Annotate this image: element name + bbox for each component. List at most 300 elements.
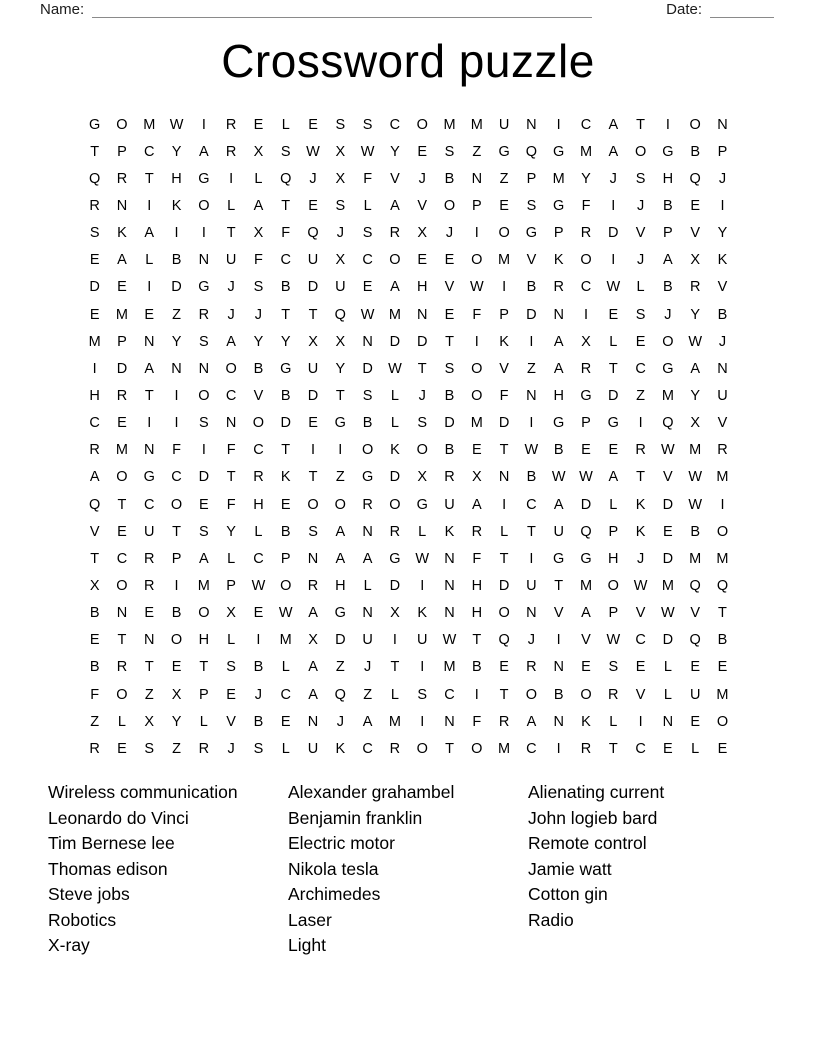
grid-cell: G [89, 116, 101, 133]
grid-cell: L [609, 496, 618, 513]
grid-cell: K [171, 197, 182, 214]
grid-cell: E [199, 496, 209, 513]
grid-cell: G [280, 360, 292, 377]
grid-cell: L [363, 577, 372, 594]
grid-cell: I [201, 225, 206, 242]
grid-cell: R [580, 360, 592, 377]
grid-cell: I [338, 442, 343, 459]
grid-cell: A [581, 605, 591, 622]
grid-cell: R [717, 442, 728, 459]
grid-cell: S [308, 523, 318, 540]
grid-cell: I [174, 225, 179, 242]
grid-cell: I [174, 415, 179, 432]
grid-cell: Q [716, 577, 729, 594]
name-label: Name: [40, 1, 85, 18]
grid-cell: V [717, 279, 728, 296]
grid-cell: X [144, 713, 155, 730]
grid-cell: O [198, 387, 210, 404]
grid-cell: Z [335, 469, 345, 486]
grid-cell: M [443, 116, 456, 133]
grid-cell: R [89, 442, 100, 459]
grid-cell: O [498, 605, 510, 622]
grid-cell: M [689, 442, 702, 459]
grid-cell: O [116, 469, 128, 486]
grid-cell: E [280, 713, 291, 730]
grid-cell: U [225, 252, 237, 269]
grid-cell: O [662, 333, 674, 350]
grid-cell: I [638, 713, 643, 730]
grid-cell: P [608, 605, 619, 622]
grid-cell: L [390, 686, 399, 703]
grid-cell: M [716, 550, 729, 567]
grid-cell: D [116, 360, 128, 377]
grid-cell: I [420, 713, 425, 730]
grid-cell: J [254, 306, 263, 323]
grid-cell: C [580, 279, 592, 296]
grid-cell: M [143, 116, 156, 133]
grid-cell: P [280, 550, 291, 567]
grid-cell: I [665, 116, 670, 133]
grid-cell: W [306, 143, 320, 160]
grid-cell: I [474, 333, 479, 350]
grid-cell: T [335, 387, 345, 404]
grid-cell: T [499, 686, 509, 703]
grid-cell: A [226, 333, 236, 350]
grid-cell: V [390, 170, 400, 187]
grid-cell: R [635, 442, 646, 459]
grid-cell: J [445, 225, 454, 242]
grid-cell: I [174, 577, 179, 594]
grid-cell: B [89, 605, 100, 622]
grid-cell: T [472, 632, 482, 649]
grid-cell: D [662, 632, 674, 649]
grid-cell: C [144, 143, 155, 160]
grid-cell: T [281, 306, 291, 323]
grid-cell: B [444, 170, 455, 187]
grid-cell: I [256, 632, 261, 649]
grid-cell: P [226, 577, 236, 594]
word-list-item: Remote control [528, 833, 647, 853]
grid-cell: M [88, 333, 101, 350]
grid-cell: R [225, 116, 237, 133]
grid-cell: J [527, 632, 536, 649]
grid-cell: T [281, 197, 291, 214]
grid-cell: J [636, 252, 645, 269]
grid-cell: D [362, 360, 373, 377]
grid-cell: X [308, 333, 318, 350]
grid-cell: I [583, 306, 588, 323]
word-list-item: Thomas edison [48, 858, 168, 879]
grid-cell: B [526, 279, 537, 296]
grid-cell: G [580, 550, 592, 567]
grid-cell: B [553, 442, 564, 459]
grid-cell: O [716, 713, 729, 730]
grid-cell: G [607, 415, 619, 432]
grid-cell: E [471, 442, 482, 459]
grid-cell: K [417, 605, 428, 622]
grid-cell: D [280, 415, 291, 432]
grid-cell: F [472, 306, 482, 323]
grid-cell: Q [334, 686, 346, 703]
grid-cell: G [416, 496, 428, 513]
grid-cell: U [307, 360, 319, 377]
grid-cell: G [553, 143, 565, 160]
grid-cell: O [634, 143, 647, 160]
grid-cell: X [335, 143, 346, 160]
grid-cell: Z [636, 387, 646, 404]
grid-cell: M [470, 415, 483, 432]
grid-cell: N [444, 550, 455, 567]
grid-cell: N [471, 170, 483, 187]
grid-cell: J [418, 387, 426, 404]
grid-cell: A [253, 197, 264, 214]
grid-cell: O [252, 415, 265, 432]
grid-cell: I [502, 279, 507, 296]
grid-cell: B [690, 143, 701, 160]
grid-cell: H [198, 632, 210, 649]
grid-cell: S [635, 306, 646, 323]
grid-cell: E [117, 415, 127, 432]
grid-cell: S [199, 415, 209, 432]
grid-cell: L [609, 713, 618, 730]
grid-cell: E [417, 143, 428, 160]
grid-cell: T [499, 442, 509, 459]
grid-cell: B [280, 387, 291, 404]
grid-cell: Y [690, 387, 701, 404]
grid-cell: N [198, 252, 210, 269]
grid-cell: X [226, 605, 236, 622]
word-search-grid [81, 111, 736, 762]
grid-cell: Z [90, 713, 100, 730]
grid-cell: A [608, 116, 619, 133]
grid-cell: I [720, 496, 725, 513]
word-list-item: Electric motor [288, 833, 395, 853]
grid-cell: Z [335, 659, 345, 676]
grid-cell: E [171, 659, 182, 676]
word-list-item: Light [288, 935, 326, 955]
grid-cell: A [608, 469, 619, 486]
grid-cell: G [334, 415, 346, 432]
grid-cell: W [688, 333, 703, 350]
grid-cell: O [498, 225, 510, 242]
grid-cell: Y [717, 225, 728, 242]
grid-cell: O [116, 116, 128, 133]
grid-cell: J [418, 170, 426, 187]
grid-cell: P [663, 225, 673, 242]
date-label: Date: [666, 1, 702, 18]
grid-cell: N [444, 577, 455, 594]
grid-cell: X [335, 252, 346, 269]
grid-cell: T [199, 659, 209, 676]
grid-cell: E [608, 442, 619, 459]
grid-cell: G [553, 197, 565, 214]
grid-cell: L [227, 197, 236, 214]
word-list-item: Steve jobs [48, 884, 130, 904]
grid-cell: E [690, 713, 701, 730]
grid-cell: J [363, 659, 372, 676]
grid-cell: Q [498, 632, 510, 649]
grid-cell: E [144, 605, 155, 622]
grid-cell: L [227, 550, 236, 567]
grid-cell: R [471, 523, 483, 540]
grid-cell: S [199, 333, 209, 350]
grid-cell: R [580, 225, 592, 242]
grid-cell: E [717, 740, 728, 757]
grid-cell: U [307, 252, 319, 269]
grid-cell: B [89, 659, 100, 676]
grid-cell: W [633, 577, 648, 594]
grid-cell: I [556, 632, 561, 649]
grid-cell: N [444, 713, 455, 730]
grid-cell: A [362, 550, 373, 567]
grid-cell: E [581, 659, 591, 676]
grid-cell: X [690, 252, 701, 269]
grid-cell: Z [172, 306, 181, 323]
grid-cell: T [718, 605, 727, 622]
grid-cell: E [117, 523, 127, 540]
grid-cell: V [717, 415, 728, 432]
grid-cell: P [608, 523, 619, 540]
grid-cell: I [502, 496, 507, 513]
grid-cell: R [389, 523, 401, 540]
grid-cell: B [444, 387, 455, 404]
grid-cell: E [89, 306, 100, 323]
grid-cell: Q [662, 415, 674, 432]
grid-cell: H [662, 170, 674, 187]
grid-cell: O [416, 740, 428, 757]
grid-cell: O [580, 252, 592, 269]
grid-cell: S [362, 225, 373, 242]
grid-cell: D [498, 415, 510, 432]
grid-cell: P [526, 170, 537, 187]
grid-cell: L [418, 523, 427, 540]
grid-cell: O [170, 632, 183, 649]
grid-cell: U [526, 577, 537, 594]
grid-cell: G [198, 170, 210, 187]
grid-cell: Q [689, 170, 701, 187]
grid-cell: N [717, 116, 728, 133]
word-list-item: Jamie watt [528, 858, 612, 879]
grid-cell: N [526, 116, 537, 133]
grid-cell: N [717, 360, 728, 377]
grid-cell: W [661, 442, 675, 459]
grid-cell: B [717, 632, 728, 649]
grid-cell: V [444, 279, 455, 296]
grid-cell: B [253, 713, 264, 730]
grid-cell: Q [689, 577, 701, 594]
grid-cell: E [690, 659, 701, 676]
grid-cell: C [225, 387, 237, 404]
grid-cell: U [362, 632, 373, 649]
word-list-item: Alexander grahambel [288, 782, 455, 802]
grid-cell: R [389, 225, 401, 242]
grid-cell: V [417, 197, 428, 214]
grid-cell: I [529, 333, 534, 350]
grid-cell: F [172, 442, 181, 459]
grid-cell: S [335, 197, 346, 214]
grid-cell: G [553, 550, 565, 567]
word-list-column [48, 780, 238, 959]
page-title: Crossword puzzle [221, 35, 595, 87]
date-write-line [710, 4, 774, 18]
grid-cell: J [227, 279, 235, 296]
grid-cell: T [608, 740, 618, 757]
grid-cell: T [226, 225, 236, 242]
grid-cell: C [171, 469, 182, 486]
grid-cell: N [144, 333, 155, 350]
grid-cell: O [225, 360, 237, 377]
grid-cell: Y [335, 360, 346, 377]
grid-cell: N [144, 632, 155, 649]
grid-cell: M [498, 740, 511, 757]
grid-cell: A [390, 279, 400, 296]
word-list-item: Robotics [48, 909, 117, 930]
name-write-line [92, 4, 592, 18]
grid-cell: C [280, 252, 291, 269]
grid-cell: K [444, 523, 455, 540]
grid-cell: J [227, 740, 235, 757]
grid-cell: J [254, 686, 263, 703]
grid-cell: X [253, 225, 264, 242]
grid-cell: L [636, 279, 645, 296]
grid-cell: S [253, 279, 264, 296]
grid-cell: N [662, 713, 674, 730]
grid-cell: O [416, 442, 428, 459]
word-list-item: Laser [288, 909, 332, 930]
grid-cell: L [691, 740, 700, 757]
grid-cell: E [690, 197, 701, 214]
grid-cell: Z [144, 686, 154, 703]
grid-cell: H [471, 577, 483, 594]
grid-cell: W [688, 469, 703, 486]
grid-cell: V [663, 469, 673, 486]
grid-cell: U [335, 279, 346, 296]
grid-cell: G [580, 387, 592, 404]
grid-cell: X [335, 170, 346, 187]
grid-cell: E [117, 279, 127, 296]
grid-cell: Y [253, 333, 264, 350]
grid-cell: S [144, 740, 155, 757]
grid-cell: C [635, 740, 646, 757]
grid-cell: M [579, 143, 593, 160]
grid-cell: R [553, 279, 564, 296]
grid-cell: I [420, 659, 425, 676]
grid-cell: D [608, 387, 619, 404]
grid-cell: I [638, 415, 643, 432]
grid-cell: A [362, 713, 373, 730]
grid-cell: R [89, 197, 100, 214]
word-list-item: X-ray [48, 935, 90, 955]
grid-cell: T [636, 469, 646, 486]
grid-cell: P [171, 550, 182, 567]
grid-cell: K [390, 442, 400, 459]
grid-cell: T [554, 577, 564, 594]
grid-cell: E [608, 306, 619, 323]
grid-cell: S [635, 170, 646, 187]
grid-cell: P [717, 143, 728, 160]
word-list-column [288, 780, 454, 959]
grid-cell: C [116, 550, 128, 567]
grid-cell: J [609, 170, 617, 187]
grid-cell: B [253, 659, 264, 676]
grid-cell: S [362, 387, 373, 404]
grid-cell: G [334, 605, 346, 622]
grid-cell: P [581, 415, 591, 432]
grid-cell: F [226, 496, 236, 513]
grid-cell: P [553, 225, 564, 242]
grid-cell: J [664, 306, 672, 323]
grid-cell: L [609, 333, 618, 350]
grid-cell: S [280, 143, 291, 160]
word-list-item: Radio [528, 909, 574, 930]
grid-cell: Y [581, 170, 591, 187]
grid-cell: P [199, 686, 209, 703]
grid-cell: W [524, 442, 539, 459]
word-list-item: Benjamin franklin [288, 807, 423, 828]
grid-cell: T [390, 659, 400, 676]
grid-cell: O [716, 523, 729, 540]
grid-cell: D [662, 496, 674, 513]
grid-cell: X [253, 143, 264, 160]
grid-cell: L [363, 197, 372, 214]
grid-cell: M [579, 577, 593, 594]
grid-cell: L [663, 686, 672, 703]
grid-cell: Q [580, 523, 592, 540]
grid-cell: G [662, 360, 674, 377]
grid-cell: U [416, 632, 428, 649]
grid-cell: W [606, 279, 621, 296]
grid-cell: F [254, 252, 263, 269]
grid-cell: D [580, 496, 592, 513]
grid-cell: W [551, 469, 566, 486]
grid-cell: M [716, 686, 729, 703]
grid-cell: U [444, 496, 455, 513]
grid-cell: B [171, 252, 182, 269]
grid-cell: S [526, 197, 537, 214]
grid-cell: K [717, 252, 728, 269]
grid-cell: K [499, 333, 509, 350]
grid-cell: B [171, 605, 182, 622]
grid-cell: B [690, 523, 701, 540]
word-list-item: Tim Bernese lee [48, 833, 175, 853]
grid-cell: M [197, 577, 210, 594]
grid-cell: S [89, 225, 100, 242]
grid-cell: K [635, 523, 646, 540]
grid-cell: V [635, 605, 646, 622]
grid-cell: R [580, 740, 592, 757]
grid-cell: D [389, 577, 401, 594]
grid-cell: N [116, 605, 128, 622]
grid-cell: A [308, 605, 318, 622]
grid-cell: A [335, 523, 346, 540]
grid-cell: N [362, 333, 373, 350]
grid-cell: R [526, 659, 537, 676]
grid-cell: T [144, 387, 154, 404]
grid-cell: E [635, 333, 646, 350]
word-list-item: John logieb bard [528, 807, 658, 828]
grid-cell: V [690, 605, 701, 622]
grid-cell: V [635, 686, 646, 703]
grid-cell: T [417, 360, 427, 377]
grid-cell: L [199, 713, 208, 730]
grid-cell: F [499, 387, 509, 404]
grid-cell: Q [89, 496, 101, 513]
grid-cell: T [608, 360, 618, 377]
grid-cell: M [443, 659, 456, 676]
grid-cell: C [144, 496, 155, 513]
grid-cell: S [362, 116, 373, 133]
grid-cell: E [280, 496, 291, 513]
